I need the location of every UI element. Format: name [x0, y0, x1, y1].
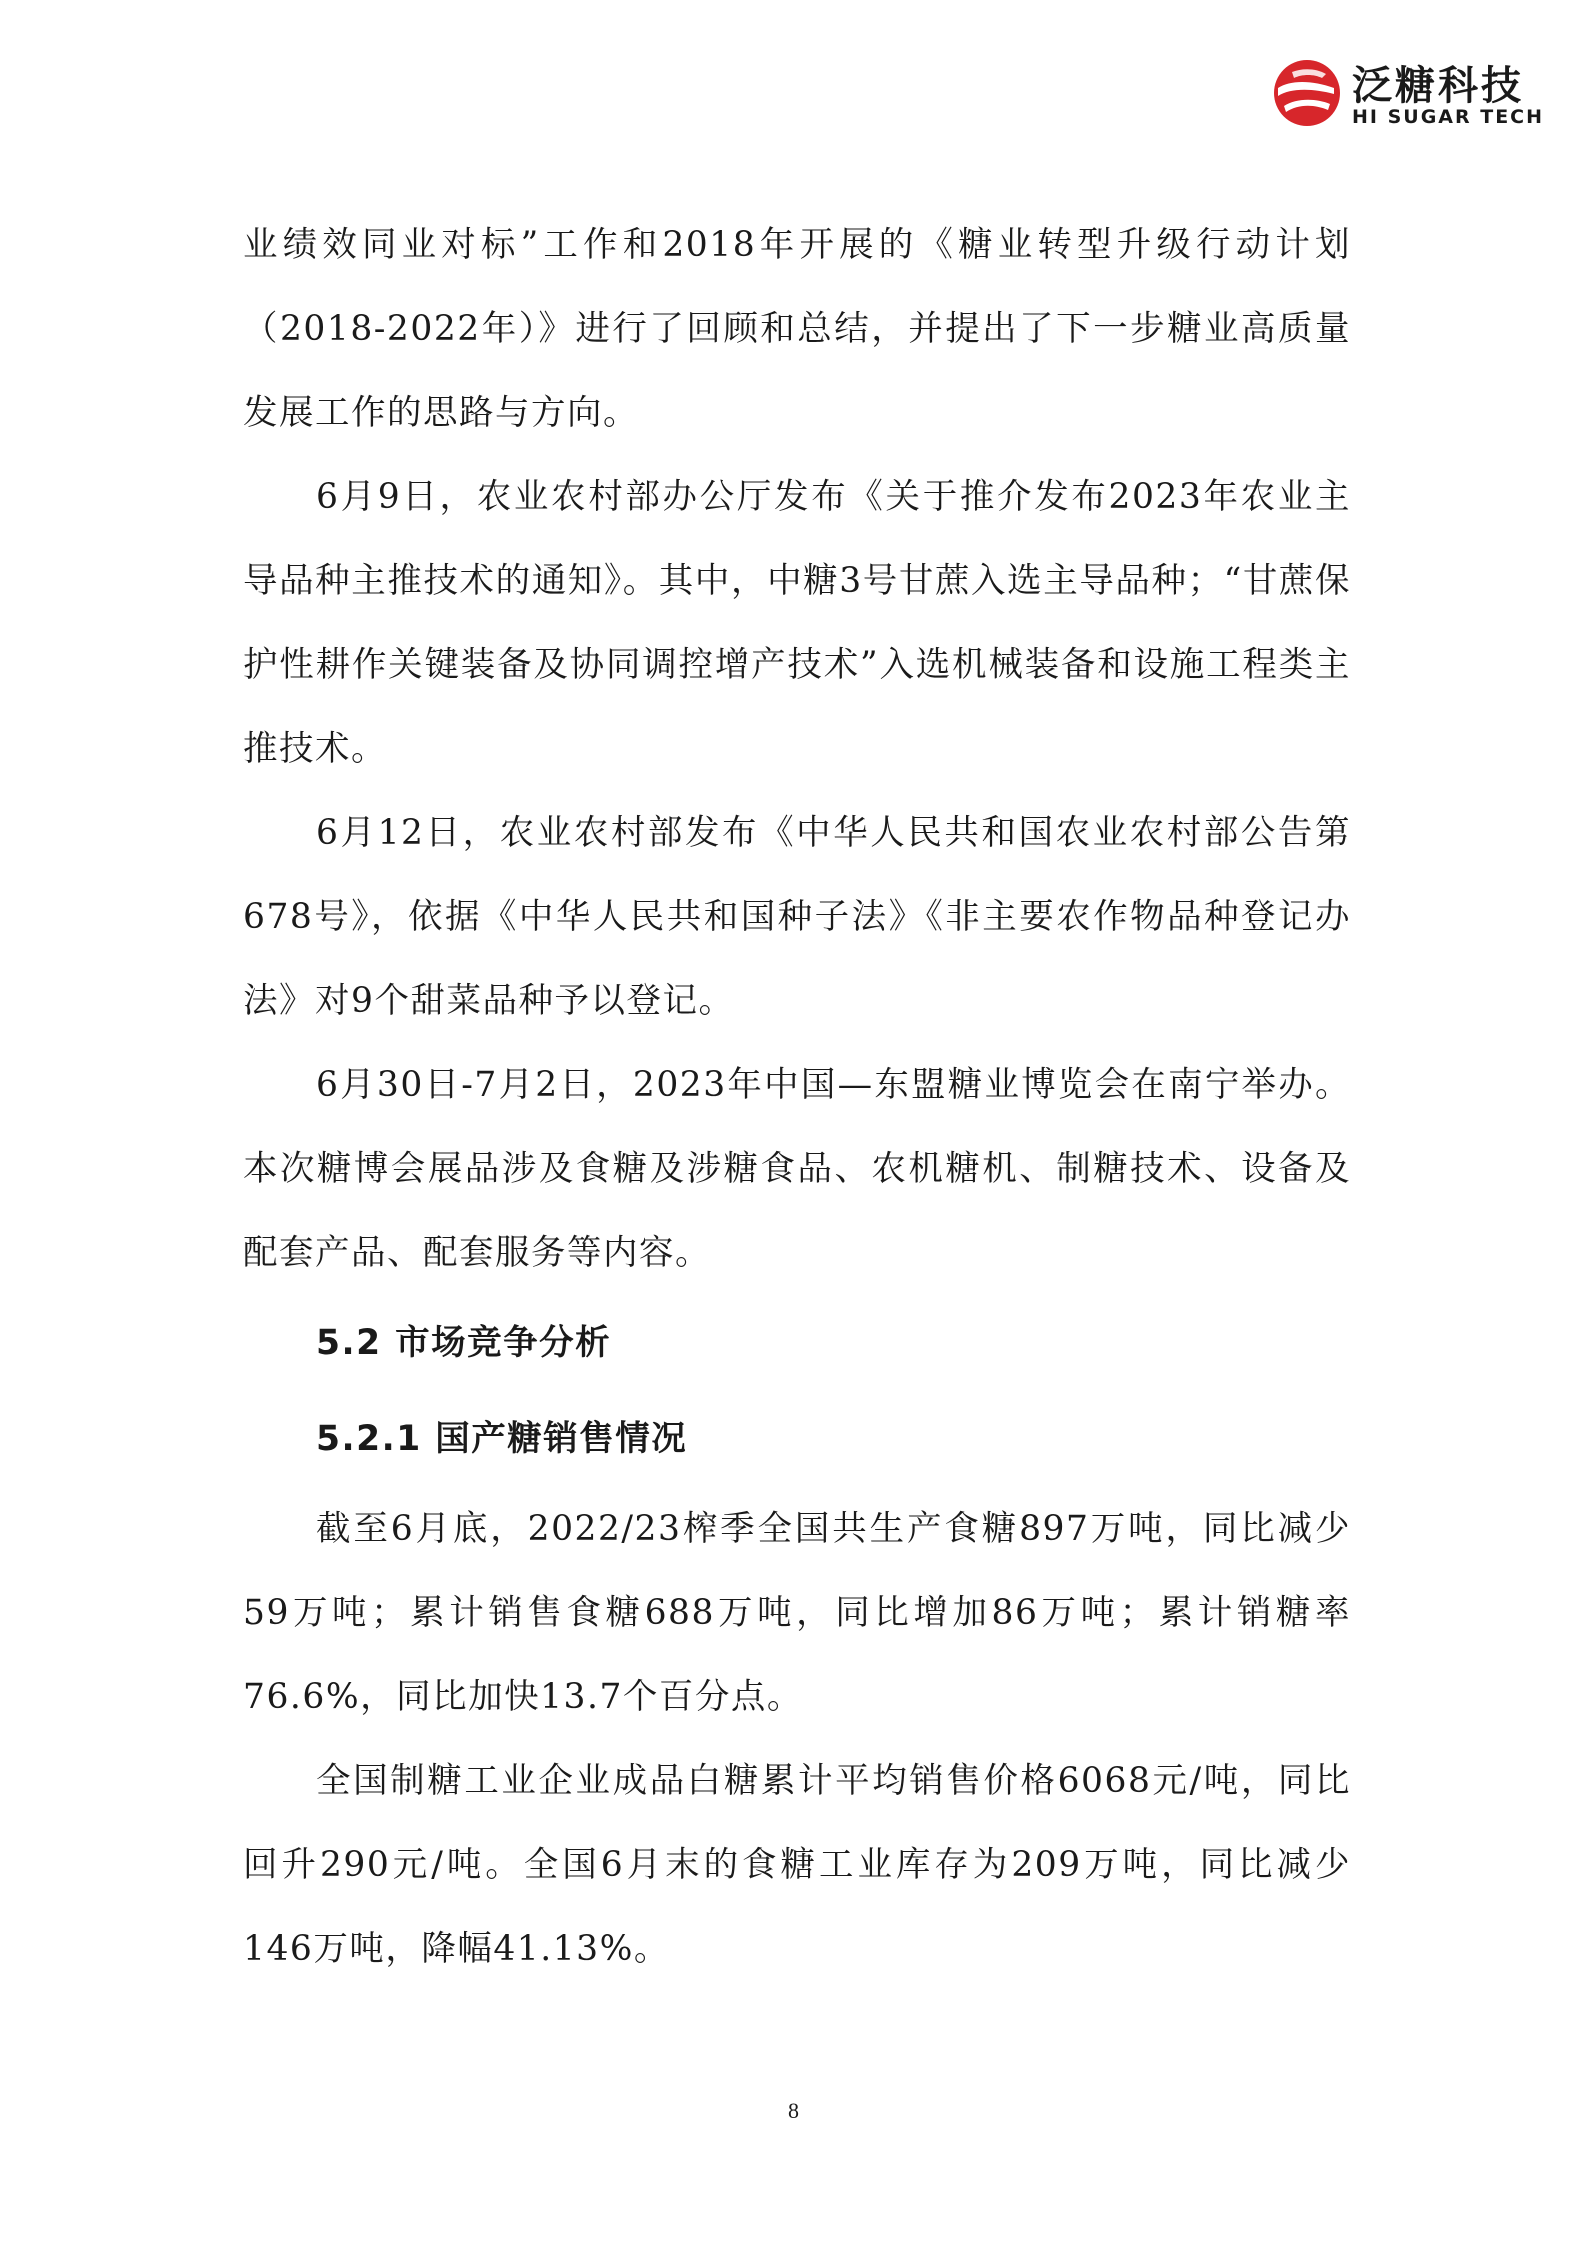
logo-chinese-name: 泛糖科技 [1352, 63, 1524, 109]
paragraph-review-summary: 业绩效同业对标”工作和2018年开展的《糖业转型升级行动计划（2018-2022年）》进行了回顾和总结，并提出了下一步糖业高质量发展工作的思路与方向。 [243, 225, 1351, 433]
paragraph-sugar-sales: 截至6月底，2022/23榨季全国共生产食糖897万吨，同比减少59万吨；累计销售食糖688万吨，同比增加86万吨；累计销糖率76.6%，同比加快13.7个百分点。 [243, 1509, 1351, 1717]
section-heading-5-2: 5.2 市场竞争分析 [316, 1323, 612, 1363]
hi-sugar-logo-icon [1272, 58, 1342, 128]
document-body [243, 203, 1351, 1991]
paragraph-expo: 6月30日-7月2日，2023年中国—东盟糖业博览会在南宁举办。本次糖博会展品涉及食糖及涉糖食品、农机糖机、制糖技术、设备及配套产品、配套服务等内容。 [243, 1065, 1351, 1273]
company-logo [1272, 54, 1552, 134]
logo-english-name: HI SUGAR TECH [1352, 106, 1545, 128]
paragraph-sugar-price-inventory: 全国制糖工业企业成品白糖累计平均销售价格6068元/吨，同比回升290元/吨。全国6月末的食糖工业库存为209万吨，同比减少146万吨，降幅41.13%。 [243, 1761, 1351, 1969]
paragraph-june-9: 6月9日，农业农村部办公厅发布《关于推介发布2023年农业主导品种主推技术的通知》。其中，中糖3号甘蔗入选主导品种；“甘蔗保护性耕作关键装备及协同调控增产技术”入选机械装备和设施工程类主推技术。 [243, 477, 1351, 769]
section-heading-5-2-1: 5.2.1 国产糖销售情况 [316, 1419, 688, 1459]
page-number: 8 [788, 2098, 799, 2123]
paragraph-june-12: 6月12日，农业农村部发布《中华人民共和国农业农村部公告第678号》，依据《中华人民共和国种子法》《非主要农作物品种登记办法》对9个甜菜品种予以登记。 [243, 813, 1351, 1021]
